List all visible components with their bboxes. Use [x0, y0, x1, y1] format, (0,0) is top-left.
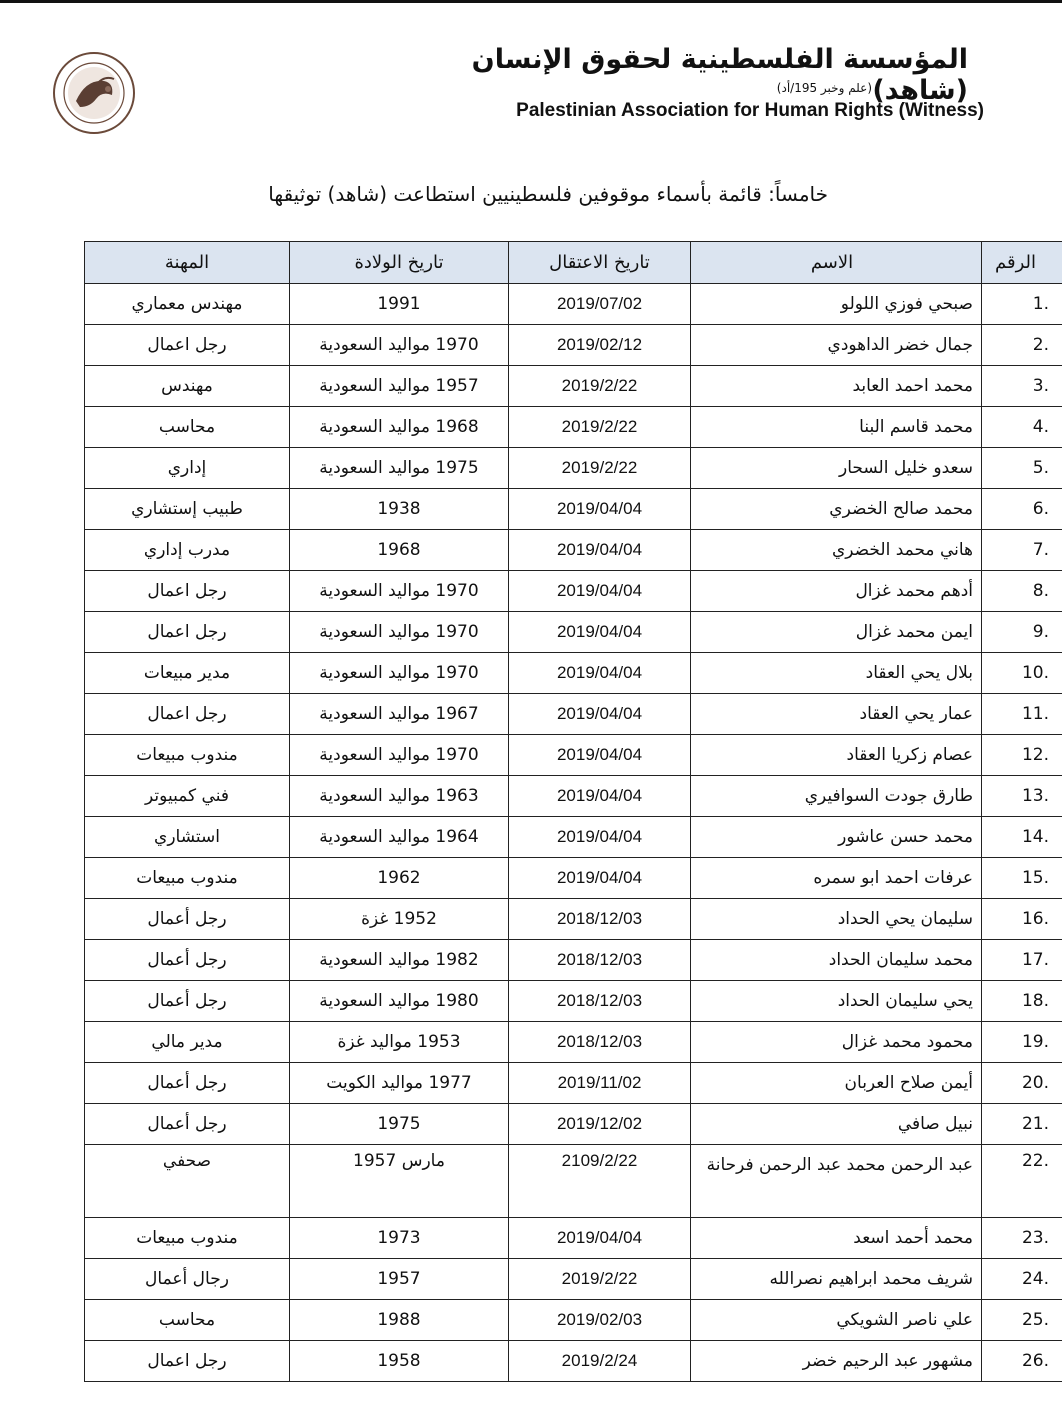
- table-row: [85, 981, 1062, 1022]
- row-number: .26: [982, 1341, 1062, 1382]
- row-arrest-date: 2019/2/24: [509, 1341, 691, 1382]
- row-number: .15: [982, 858, 1062, 899]
- table-row: [85, 448, 1062, 489]
- row-name: شريف محمد ابراهيم نصرالله: [691, 1259, 982, 1300]
- table-row: [85, 858, 1062, 899]
- header-birth-date: تاريخ الولادة: [290, 242, 509, 284]
- table-row: [85, 407, 1062, 448]
- header-profession: المهنة: [85, 242, 290, 284]
- row-arrest-date: 2019/2/22: [509, 1259, 691, 1300]
- row-name: بلال يحي العقاد: [691, 653, 982, 694]
- row-number: .9: [982, 612, 1062, 653]
- row-arrest-date: 2019/04/04: [509, 530, 691, 571]
- row-profession: مندوب مبيعات: [85, 1218, 290, 1259]
- row-birth-date: 1952 غزة: [290, 899, 509, 940]
- top-border-line: [0, 0, 1062, 3]
- row-number: .19: [982, 1022, 1062, 1063]
- row-arrest-date: 2019/07/02: [509, 284, 691, 325]
- row-arrest-date: 2018/12/03: [509, 1022, 691, 1063]
- row-birth-date: 1980 مواليد السعودية: [290, 981, 509, 1022]
- table-row: [85, 735, 1062, 776]
- table-row: [85, 694, 1062, 735]
- row-arrest-date: 2019/04/04: [509, 817, 691, 858]
- row-number: .20: [982, 1063, 1062, 1104]
- row-number: .10: [982, 653, 1062, 694]
- row-profession: رجل اعمال: [85, 612, 290, 653]
- row-arrest-date: 2019/2/22: [509, 366, 691, 407]
- table-row: [85, 366, 1062, 407]
- row-birth-date: 1968 مواليد السعودية: [290, 407, 509, 448]
- row-profession: رجل أعمال: [85, 899, 290, 940]
- row-birth-date: 1953 مواليد غزة: [290, 1022, 509, 1063]
- row-name: محمد أحمد اسعد: [691, 1218, 982, 1259]
- row-profession: رجال أعمال: [85, 1259, 290, 1300]
- row-number: .5: [982, 448, 1062, 489]
- row-arrest-date: 2019/2/22: [509, 407, 691, 448]
- row-number: .2: [982, 325, 1062, 366]
- row-birth-date: 1970 مواليد السعودية: [290, 653, 509, 694]
- row-birth-date: 1957: [290, 1259, 509, 1300]
- row-birth-date: 1963 مواليد السعودية: [290, 776, 509, 817]
- row-name: صبحي فوزي اللولو: [691, 284, 982, 325]
- header-name: الاسم: [691, 242, 982, 284]
- row-number: .17: [982, 940, 1062, 981]
- row-name: محمد حسن عاشور: [691, 817, 982, 858]
- row-birth-date: 1967 مواليد السعودية: [290, 694, 509, 735]
- row-arrest-date: 2019/04/04: [509, 489, 691, 530]
- row-number: .8: [982, 571, 1062, 612]
- row-arrest-date: 2019/02/12: [509, 325, 691, 366]
- row-profession: مندوب مبيعات: [85, 735, 290, 776]
- row-birth-date: 1970 مواليد السعودية: [290, 612, 509, 653]
- row-arrest-date: 2109/2/22: [509, 1145, 691, 1218]
- table-row: [85, 612, 1062, 653]
- row-profession: رجل أعمال: [85, 1063, 290, 1104]
- table-row: [85, 940, 1062, 981]
- row-arrest-date: 2018/12/03: [509, 899, 691, 940]
- row-name: هاني محمد الخضري: [691, 530, 982, 571]
- row-number: .6: [982, 489, 1062, 530]
- row-name: أيمن صلاح العربان: [691, 1063, 982, 1104]
- registration-number: (علم وخبر 195/أد): [776, 81, 872, 95]
- row-birth-date: 1982 مواليد السعودية: [290, 940, 509, 981]
- table-row: [85, 1104, 1062, 1145]
- row-number: .22: [982, 1145, 1062, 1218]
- row-arrest-date: 2019/04/04: [509, 612, 691, 653]
- row-name: محمود محمد غزال: [691, 1022, 982, 1063]
- table-row: [85, 899, 1062, 940]
- row-name: طارق جودت السوافيري: [691, 776, 982, 817]
- table-row: [85, 1218, 1062, 1259]
- row-name: عمار يحي العقاد: [691, 694, 982, 735]
- row-birth-date: 1957 مواليد السعودية: [290, 366, 509, 407]
- table-row: [85, 1022, 1062, 1063]
- row-profession: رجل اعمال: [85, 325, 290, 366]
- row-number: .23: [982, 1218, 1062, 1259]
- row-birth-date: 1970 مواليد السعودية: [290, 571, 509, 612]
- row-arrest-date: 2019/2/22: [509, 448, 691, 489]
- row-birth-date: 1973: [290, 1218, 509, 1259]
- table-row: [85, 817, 1062, 858]
- table-row: [85, 776, 1062, 817]
- table-row: [85, 284, 1062, 325]
- row-profession: رجل أعمال: [85, 940, 290, 981]
- row-number: .21: [982, 1104, 1062, 1145]
- row-name: محمد صالح الخضري: [691, 489, 982, 530]
- row-arrest-date: 2019/02/03: [509, 1300, 691, 1341]
- row-number: .13: [982, 776, 1062, 817]
- row-number: .4: [982, 407, 1062, 448]
- row-number: .24: [982, 1259, 1062, 1300]
- table-row: [85, 1341, 1062, 1382]
- row-birth-date: 1958: [290, 1341, 509, 1382]
- row-number: .11: [982, 694, 1062, 735]
- row-name: أدهم محمد غزال: [691, 571, 982, 612]
- detainees-table: [84, 241, 1062, 1382]
- row-number: .12: [982, 735, 1062, 776]
- row-name: محمد احمد العابد: [691, 366, 982, 407]
- row-name: ايمن محمد غزال: [691, 612, 982, 653]
- table-row: [85, 1300, 1062, 1341]
- row-name: سليمان يحي الحداد: [691, 899, 982, 940]
- row-birth-date: 1970 مواليد السعودية: [290, 325, 509, 366]
- row-arrest-date: 2019/04/04: [509, 694, 691, 735]
- row-profession: مدير مالي: [85, 1022, 290, 1063]
- org-name-arabic: المؤسسة الفلسطينية لحقوق الإنسان (شاهد): [471, 44, 968, 106]
- row-name: محمد سليمان الحداد: [691, 940, 982, 981]
- row-name: سعدو خليل السحار: [691, 448, 982, 489]
- row-profession: فني كمبيوتر: [85, 776, 290, 817]
- row-birth-date: 1962: [290, 858, 509, 899]
- row-profession: إداري: [85, 448, 290, 489]
- list-title: خامساً: قائمة بأسماء موقوفين فلسطينيين استطاعت (شاهد) توثيقها: [268, 182, 828, 206]
- row-arrest-date: 2019/12/02: [509, 1104, 691, 1145]
- row-profession: محاسب: [85, 407, 290, 448]
- row-number: .16: [982, 899, 1062, 940]
- row-name: جمال خضر الداهودي: [691, 325, 982, 366]
- org-name-english: Palestinian Association for Human Rights (Witness): [516, 100, 984, 121]
- row-profession: مهندس: [85, 366, 290, 407]
- table-row: [85, 571, 1062, 612]
- row-name: مشهور عبد الرحيم خضر: [691, 1341, 982, 1382]
- row-profession: رجل أعمال: [85, 1104, 290, 1145]
- row-birth-date: 1975 مواليد السعودية: [290, 448, 509, 489]
- row-arrest-date: 2018/12/03: [509, 981, 691, 1022]
- row-arrest-date: 2019/04/04: [509, 776, 691, 817]
- row-birth-date: مارس 1957: [290, 1145, 509, 1218]
- row-number: .7: [982, 530, 1062, 571]
- row-arrest-date: 2019/04/04: [509, 735, 691, 776]
- row-profession: مدير مبيعات: [85, 653, 290, 694]
- row-number: .18: [982, 981, 1062, 1022]
- row-arrest-date: 2019/04/04: [509, 1218, 691, 1259]
- row-birth-date: 1970 مواليد السعودية: [290, 735, 509, 776]
- row-number: .14: [982, 817, 1062, 858]
- table-row: [85, 653, 1062, 694]
- table-row: [85, 1145, 1062, 1218]
- row-profession: مندوب مبيعات: [85, 858, 290, 899]
- table-row: [85, 489, 1062, 530]
- row-profession: رجل اعمال: [85, 571, 290, 612]
- row-arrest-date: 2019/04/04: [509, 653, 691, 694]
- row-birth-date: 1991: [290, 284, 509, 325]
- row-arrest-date: 2019/04/04: [509, 858, 691, 899]
- row-profession: استشاري: [85, 817, 290, 858]
- table-header-row: [85, 242, 1062, 284]
- table-row: [85, 325, 1062, 366]
- row-arrest-date: 2019/04/04: [509, 571, 691, 612]
- row-name: عبد الرحمن محمد عبد الرحمن فرحانة: [691, 1145, 982, 1218]
- row-birth-date: 1938: [290, 489, 509, 530]
- table-row: [85, 530, 1062, 571]
- organization-logo: [52, 51, 136, 135]
- row-arrest-date: 2019/11/02: [509, 1063, 691, 1104]
- row-birth-date: 1964 مواليد السعودية: [290, 817, 509, 858]
- row-profession: طبيب إستشاري: [85, 489, 290, 530]
- row-name: محمد قاسم البنا: [691, 407, 982, 448]
- row-name: عرفات احمد ابو سمره: [691, 858, 982, 899]
- row-birth-date: 1988: [290, 1300, 509, 1341]
- row-name: علي ناصر الشويكي: [691, 1300, 982, 1341]
- row-birth-date: 1968: [290, 530, 509, 571]
- row-name: نبيل صافي: [691, 1104, 982, 1145]
- row-profession: محاسب: [85, 1300, 290, 1341]
- row-profession: صحفي: [85, 1145, 290, 1218]
- row-name: عصام زكريا العقاد: [691, 735, 982, 776]
- row-number: .3: [982, 366, 1062, 407]
- row-profession: رجل أعمال: [85, 981, 290, 1022]
- row-arrest-date: 2018/12/03: [509, 940, 691, 981]
- row-number: .1: [982, 284, 1062, 325]
- table-row: [85, 1259, 1062, 1300]
- header-number: الرقم: [982, 242, 1062, 284]
- row-profession: مهندس معماري: [85, 284, 290, 325]
- row-profession: مدرب إداري: [85, 530, 290, 571]
- row-name: يحي سليمان الحداد: [691, 981, 982, 1022]
- row-birth-date: 1977 مواليد الكويت: [290, 1063, 509, 1104]
- table-row: [85, 1063, 1062, 1104]
- row-number: .25: [982, 1300, 1062, 1341]
- row-profession: رجل اعمال: [85, 1341, 290, 1382]
- row-birth-date: 1975: [290, 1104, 509, 1145]
- header-arrest-date: تاريخ الاعتقال: [509, 242, 691, 284]
- row-profession: رجل اعمال: [85, 694, 290, 735]
